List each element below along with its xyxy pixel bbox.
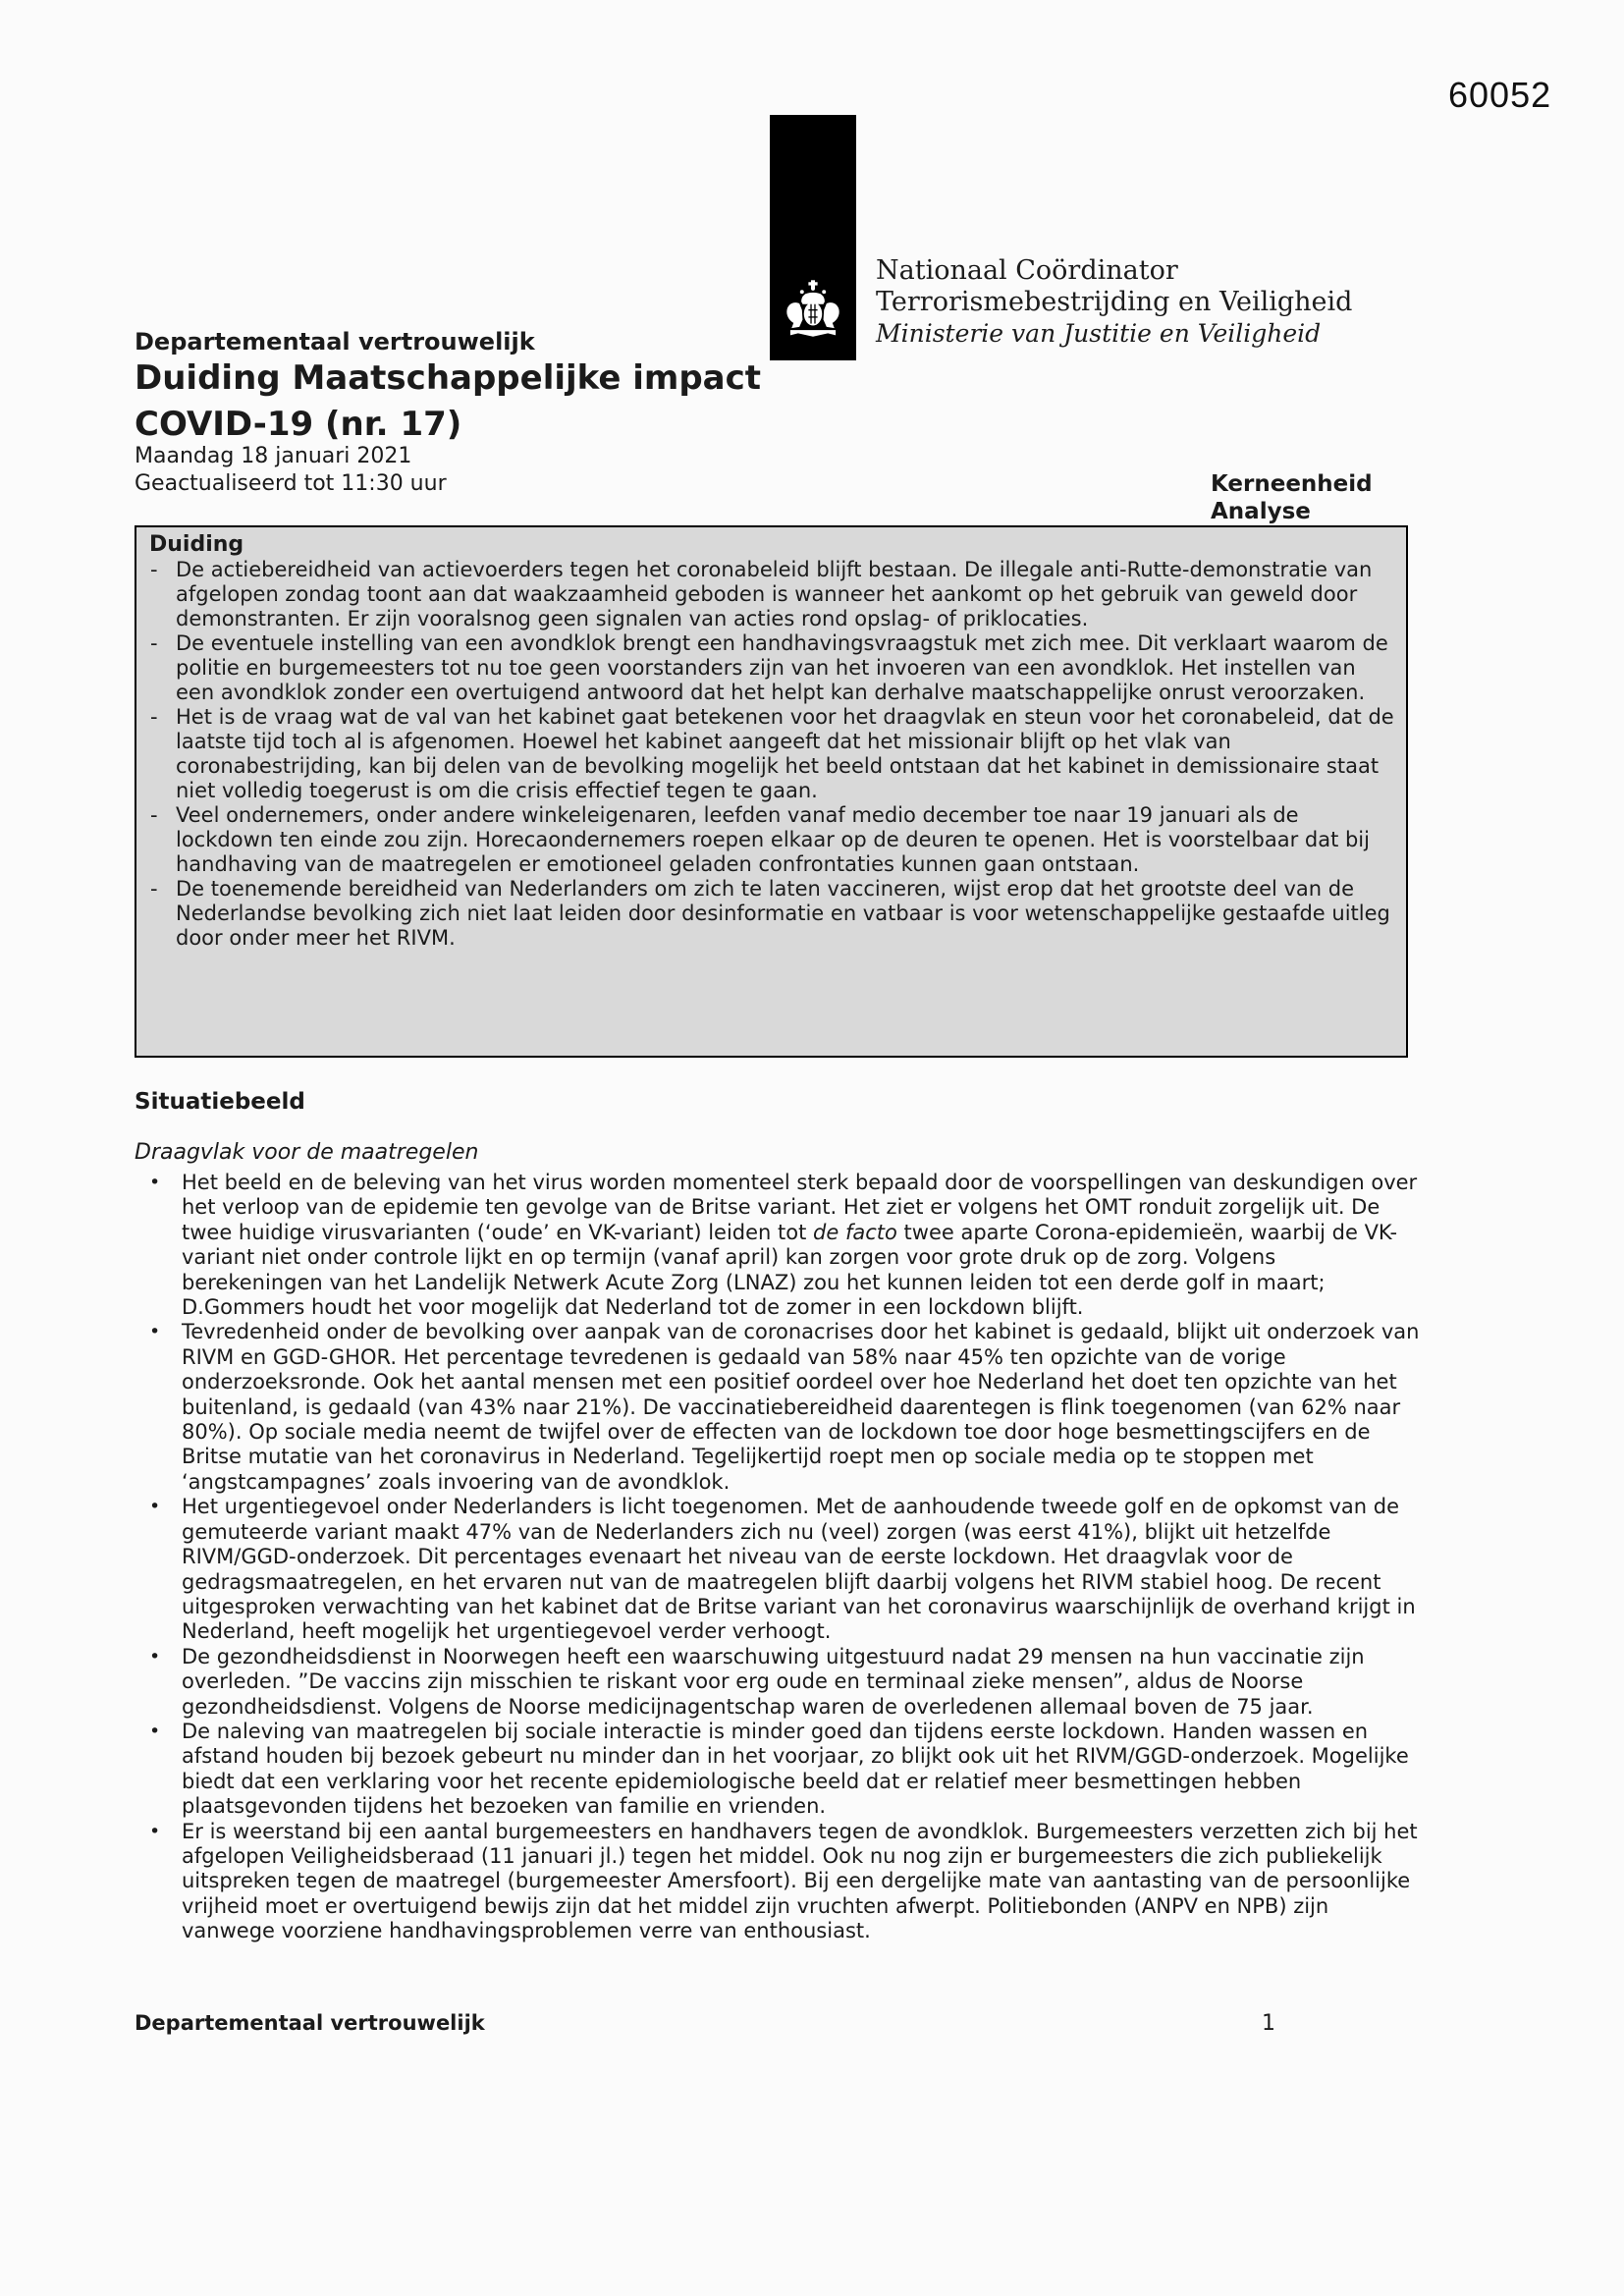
- bullet-marker: •: [149, 1321, 161, 1343]
- bullet-marker: •: [149, 1172, 161, 1193]
- situatiebeeld-bullet: [135, 1171, 1423, 1320]
- bullet-marker: •: [149, 1820, 161, 1842]
- duiding-box-title: Duiding: [149, 532, 244, 557]
- doc-number: 60052: [1448, 75, 1552, 115]
- duiding-item-text: De eventuele instelling van een avondklok brengt een handhavingsvraagstuk met zich mee. Dit verklaart waarom de politie en burgemeesters tot nu toe geen voorstanders zijn van het invoeren van een avondklok. Het instellen van een avondklok zonder een overtuigend antwoord dat het helpt kan derhalve maatschappelijke onrust veroorzaken.: [176, 631, 1388, 704]
- situatiebeeld-bullet: [135, 1495, 1423, 1644]
- logo-text: [876, 255, 1352, 350]
- duiding-item-text: Het is de vraag wat de val van het kabinet gaat betekenen voor het draagvlak en steun voor het coronabeleid, dat de laatste tijd toch al is afgenomen. Hoewel het kabinet aangeeft dat het missionair blijft op het vlak van coronabestrijding, kan bij delen van de bevolking mogelijk het beeld ontstaan dat het kabinet in demissionaire staat niet volledig toegerust is om die crisis effectief tegen te gaan.: [176, 705, 1394, 802]
- duiding-item: [136, 705, 1396, 803]
- page-footer: [135, 2011, 1408, 2035]
- bullet-text: Tevredenheid onder de bevolking over aanpak van de coronacrises door het kabinet is gedaald, blijkt uit onderzoek van RIVM en GGD-GHOR. Het percentage tevredenen is gedaald van 58% naar 45% ten opzichte van de vorige onderzoeksronde. Ook het aantal mensen met een positief oordeel over hoe Nederland het doet ten opzichte van het buitenland, is gedaald (van 43% naar 21%). De vaccinatiebereidheid daarentegen is flink toegenomen (van 62% naar 80%). Op sociale media neemt de twijfel over de effecten van de lockdown toe door hoge besmettingscijfers en de Britse mutatie van het coronavirus in Nederland. Tegelijkertijd roept men op sociale media op te stoppen met ‘angstcampagnes’ zoals invoering van de avondklok.: [182, 1320, 1420, 1494]
- section-subtitle: Draagvlak voor de maatregelen: [135, 1140, 479, 1165]
- document-title: [135, 355, 761, 448]
- date-block: [135, 443, 447, 498]
- bullet-text: De naleving van maatregelen bij sociale interactie is minder goed dan tijdens eerste lockdown. Handen wassen en afstand houden bij bezoek gebeurt nu minder dan in het voorjaar, zo blijkt ook uit het RIVM/GGD-onderzoek. Mogelijke biedt dat een verklaring voor het recente epidemiologische beeld dat er relatief meer besmettingen hebben plaatsgevonden tijdens het bezoeken van familie en vrienden.: [182, 1719, 1409, 1819]
- duiding-item: [136, 558, 1396, 631]
- bullet-text: Het urgentiegevoel onder Nederlanders is licht toegenomen. Met de aanhoudende tweede golf en de opkomst van de gemuteerde variant maakt 47% van de Nederlanders zich nu (veel) zorgen (was eerst 41%), blijkt uit hetzelfde RIVM/GGD-onderzoek. Dit percentages evenaart het niveau van de eerste lockdown. Het draagvlak voor de gedragsmaatregelen, en het ervaren nut van de maatregelen blijft daarbij volgens het RIVM stabiel hoog. De recent uitgesproken verwachting van het kabinet dat de Britse variant van het coronavirus waarschijnlijk de overhand krijgt in Nederland, heeft mogelijk het urgentiegevoel verder verhoogt.: [182, 1495, 1416, 1644]
- bullet-marker: •: [149, 1720, 161, 1742]
- unit-block: [1211, 470, 1373, 525]
- logo-ministry-line: Ministerie van Justitie en Veiligheid: [876, 319, 1322, 348]
- dash-marker: -: [150, 803, 158, 827]
- classification-label: Departementaal vertrouwelijk: [135, 328, 535, 355]
- bullet-run-italic: de facto: [813, 1220, 897, 1244]
- duiding-item: [136, 803, 1396, 877]
- logo-bar: [770, 115, 856, 360]
- duiding-item-text: De actiebereidheid van actievoerders tegen het coronabeleid blijft bestaan. De illegale anti-Rutte-demonstratie van afgelopen zondag toont aan dat waakzaamheid geboden is wanneer het aankomt op het gebruik van geweld door demonstranten. Er zijn vooralsnog geen signalen van acties rond opslag- of priklocaties.: [176, 558, 1373, 630]
- duiding-item: [136, 877, 1396, 951]
- document-date: Maandag 18 januari 2021: [135, 444, 412, 468]
- duiding-item: [136, 631, 1396, 705]
- unit-line2: Analyse: [1211, 499, 1311, 524]
- bullet-text: De gezondheidsdienst in Noorwegen heeft een waarschuwing uitgestuurd nadat 29 mensen na hun vaccinatie zijn overleden. ”De vaccins zijn misschien te riskant voor erg oude en terminaal zieke mensen”, aldus de Noorse gezondheidsdienst. Volgens de Noorse medicijnagentschap waren de overledenen allemaal boven de 75 jaar.: [182, 1644, 1365, 1719]
- situatiebeeld-bullet: [135, 1720, 1423, 1820]
- logo-org-line1: Nationaal Coördinator: [876, 255, 1178, 286]
- footer-classification: Departementaal vertrouwelijk: [135, 2011, 485, 2035]
- coat-of-arms-icon: [781, 278, 845, 341]
- bullet-text: [182, 1171, 1423, 1320]
- page-number: 1: [1262, 2011, 1275, 2036]
- duiding-summary-box: [135, 525, 1408, 1058]
- document-updated: Geactualiseerd tot 11:30 uur: [135, 471, 447, 496]
- document-title-line1: Duiding Maatschappelijke impact: [135, 358, 762, 398]
- logo-org-line2: Terrorismebestrijding en Veiligheid: [876, 287, 1353, 317]
- bullet-marker: •: [149, 1645, 161, 1667]
- dash-marker: -: [150, 877, 158, 901]
- bullet-marker: •: [149, 1496, 161, 1518]
- document-title-line2: COVID-19 (nr. 17): [135, 405, 462, 444]
- bullet-text: Er is weerstand bij een aantal burgemeesters en handhavers tegen de avondklok. Burgemeesters verzetten zich bij het afgelopen Veiligheidsberaad (11 januari jl.) tegen het middel. Ook nu nog zijn er burgemeesters die zich publiekelijk uitspreken tegen de maatregel (burgemeester Amersfoort). Bij een dergelijke mate van aantasting van de persoonlijke vrijheid moet er overtuigend bewijs zijn dat het middel zijn vruchten afwerpt. Politiebonden (ANPV en NPB) zijn vanwege voorziene handhavingsproblemen verre van enthousiast.: [182, 1819, 1418, 1943]
- duiding-item-text: Veel ondernemers, onder andere winkeleigenaren, leefden vanaf medio december toe naar 19 januari als de lockdown ten einde zou zijn. Horecaondernemers roepen elkaar op de deuren te openen. Het is voorstelbaar dat bij handhaving van de maatregelen er emotioneel geladen confrontaties kunnen gaan ontstaan.: [176, 803, 1370, 876]
- situatiebeeld-bullet: [135, 1320, 1423, 1495]
- section-title: Situatiebeeld: [135, 1089, 305, 1115]
- bullet-run: twee aparte Corona-epidemieën, waarbij de VK-variant niet onder controle lijkt en op termijn (vanaf april) kan zorgen voor grote druk op de zorg. Volgens berekeningen van het Landelijk Netwerk Acute Zorg (LNAZ) zou het kunnen leiden tot een derde golf in maart; D.Gommers houdt het voor mogelijk dat Nederland tot de zomer in een lockdown blijft.: [182, 1220, 1398, 1320]
- dash-marker: -: [150, 705, 158, 729]
- situatiebeeld-bullet: [135, 1645, 1423, 1720]
- situatiebeeld-section: [135, 1088, 1423, 1944]
- situatiebeeld-bullet: [135, 1820, 1423, 1944]
- dash-marker: -: [150, 631, 158, 655]
- unit-line1: Kerneenheid: [1211, 471, 1373, 497]
- duiding-item-text: De toenemende bereidheid van Nederlanders om zich te laten vaccineren, wijst erop dat het grootste deel van de Nederlandse bevolking zich niet laat leiden door desinformatie en vatbaar is voor wetenschappelijke gestaafde uitleg door onder meer het RIVM.: [176, 877, 1390, 950]
- dash-marker: -: [150, 558, 158, 581]
- bullet-run: Het beeld en de beleving van het virus worden momenteel sterk bepaald door de voorspellingen van deskundigen over het verloop van de epidemie ten gevolge van de Britse variant. Het ziet er volgens het OMT ronduit zorgelijk uit. De twee huidige virusvarianten (‘oude’ en VK-variant) leiden tot: [182, 1171, 1418, 1244]
